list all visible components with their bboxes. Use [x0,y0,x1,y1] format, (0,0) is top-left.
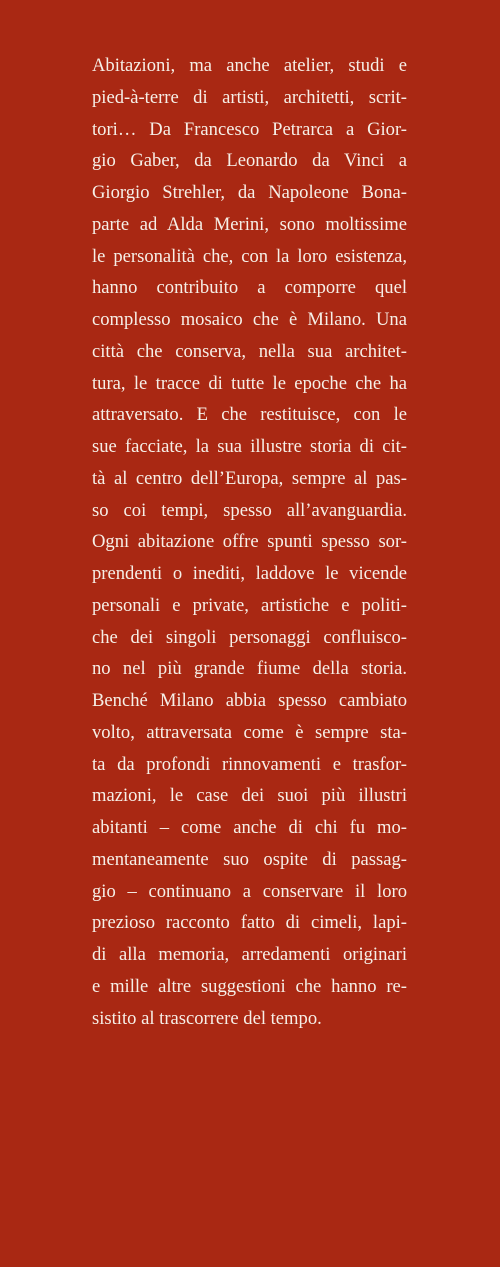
blurb-line-23: ta da profondi rinnovamenti e trasfor- [92,753,407,775]
blurb-line-15: so coi tempi, spesso all’avanguardia. [92,499,407,521]
blurb-line-25: abitanti – come anche di chi fu mo- [92,817,407,838]
blurb-line-19: che dei singoli personaggi confluisco- [92,626,407,648]
blurb-line-13: sue facciate, la sua illustre storia di cit- [92,436,407,457]
blurb-line-6: parte ad Alda Merini, sono moltissime [92,213,407,235]
blurb-line-20: no nel più grande fiume della storia. [92,658,407,680]
blurb-line-10: città che conserva, nella sua architet- [92,340,407,362]
blurb-line-24: mazioni, le case dei suoi più illustri [92,785,407,807]
blurb-line-21: Benché Milano abbia spesso cambiato [92,690,407,711]
blurb-line-29: di alla memoria, arredamenti originari [92,944,407,965]
blurb-line-3: tori… Da Francesco Petrarca a Gior- [92,118,407,140]
blurb-line-4: gio Gaber, da Leonardo da Vinci a [92,150,407,172]
blurb-line-27: gio – continuano a conservare il loro [92,880,407,902]
blurb-line-11: tura, le tracce di tutte le epoche che ha [92,372,407,394]
blurb-line-16: Ogni abitazione offre spunti spesso sor- [92,531,407,553]
blurb-line-22: volto, attraversata come è sempre sta- [92,721,407,743]
blurb-line-2: pied-à-terre di artisti, architetti, scrit- [92,86,407,108]
blurb-line-7: le personalità che, con la loro esistenza, [92,245,407,267]
blurb-line-18: personali e private, artistiche e politi- [92,594,407,616]
blurb-line-12: attraversato. E che restituisce, con le [92,404,407,426]
blurb-line-5: Giorgio Strehler, da Napoleone Bona- [92,182,407,203]
blurb-line-8: hanno contribuito a comporre quel [92,277,407,299]
blurb-text [92,50,407,1034]
blurb-line-14: tà al centro dell’Europa, sempre al pas- [92,467,407,489]
blurb-line-9: complesso mosaico che è Milano. Una [92,309,407,330]
blurb-line-1: Abitazioni, ma anche atelier, studi e [92,55,407,76]
blurb-line-28: prezioso racconto fatto di cimeli, lapi- [92,912,407,934]
blurb-line-26: mentaneamente suo ospite di passag- [92,848,407,870]
blurb-line-31: sistito al trascorrere del tempo. [92,1007,322,1029]
blurb-line-17: prendenti o inediti, laddove le vicende [92,563,407,584]
blurb-line-30: e mille altre suggestioni che hanno re- [92,975,407,997]
